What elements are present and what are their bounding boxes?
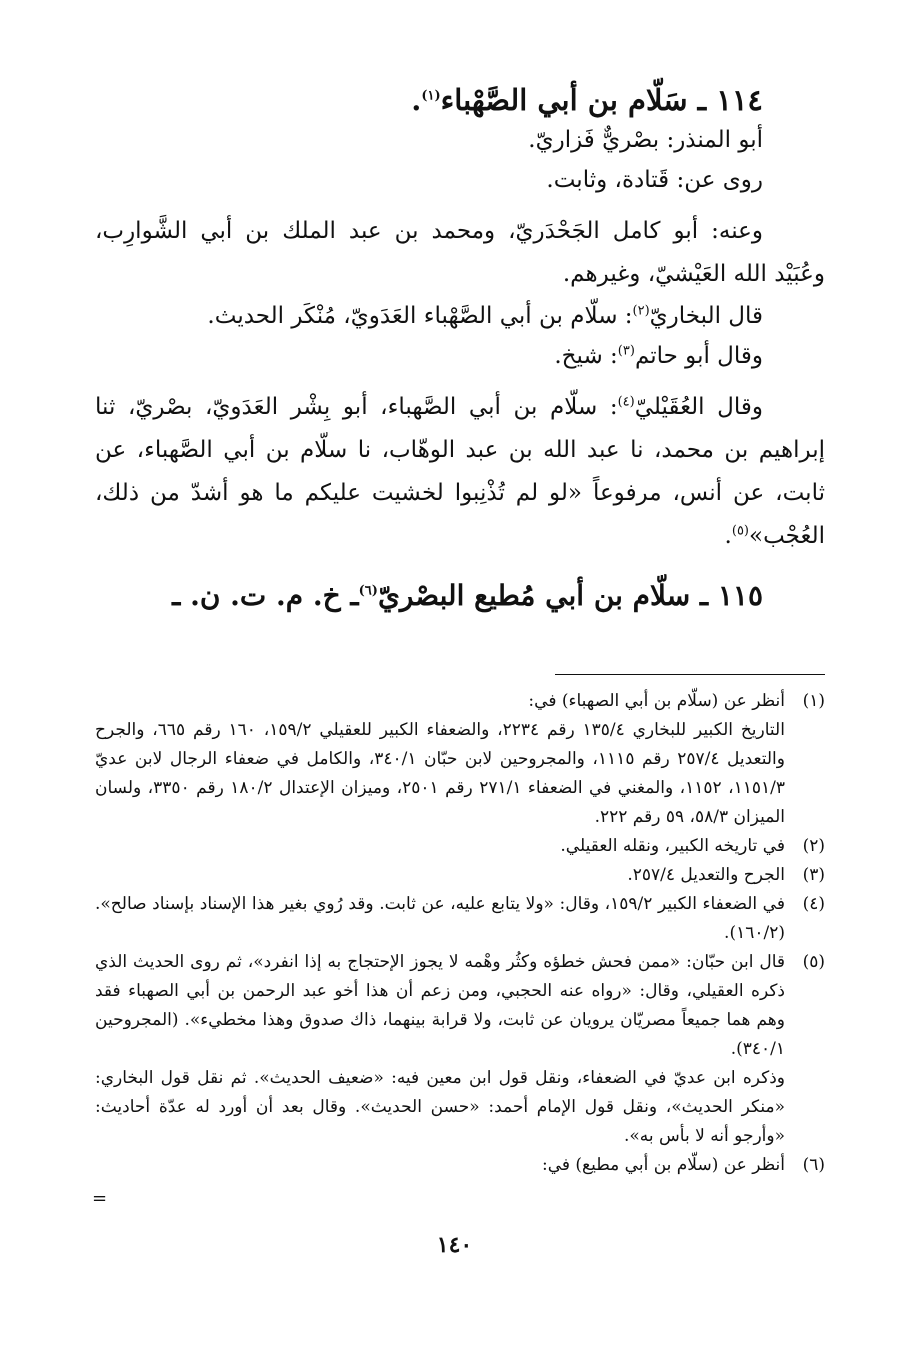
- uqayli-paragraph: [95, 386, 825, 558]
- narrated-from-line: روى عن: قَتادة، وثابت.: [546, 167, 763, 193]
- footnote-1: [95, 687, 825, 832]
- footnote-ref-6[interactable]: (٦): [358, 583, 378, 599]
- abuhatim-label: وقال أبو حاتم: [634, 343, 763, 369]
- continuation-mark: =: [92, 1188, 108, 1209]
- footnote-6: [95, 1151, 825, 1180]
- entry-115-title-text: ١١٥ ـ سلّام بن أبي مُطيع البصْريّ: [377, 579, 763, 612]
- footnote-number: (٤): [802, 894, 825, 914]
- footnote-number: (٦): [802, 1155, 825, 1175]
- footnote-ref-4[interactable]: (٤): [617, 394, 635, 410]
- footnote-separator: [555, 674, 825, 675]
- abuhatim-text: : شيخ.: [554, 343, 618, 369]
- uqayli-label: وقال العُقَيْليّ: [634, 394, 763, 420]
- footnotes: [95, 687, 825, 1180]
- footnote-5: [95, 948, 825, 1064]
- students-paragraph: وعنه: أبو كامل الجَحْدَريّ، ومحمد بن عبد الملك بن أبي الشَّوارِب، وعُبَيْد الله العَيْشيّ، وغيرهم.: [95, 218, 825, 287]
- page-body: [95, 80, 825, 1180]
- footnote-number: (٣): [802, 865, 825, 885]
- entry-114-title-text: ١١٤ ـ سَلّام بن أبي الصَّهْباء: [440, 83, 763, 117]
- entry-115-title: [95, 576, 825, 616]
- bukhari-line: [95, 296, 825, 336]
- footnote-ref-2[interactable]: (٢): [632, 303, 650, 319]
- page-number: ١٤٠: [436, 1232, 473, 1258]
- uqayli-text: : سلّام بن أبي الصَّهباء، أبو بِشْر العَدَويّ، بصْريّ، ثنا إبراهيم بن محمد، نا عبد الله بن عبد الوهّاب، نا سلّام بن أبي الصَّهباء، عن ثابت، عن أنس، مرفوعاً «لو لم تُذْنِبوا لخشيت عليكم ما هو أشدّ من ذلك، العُجْب»: [95, 394, 825, 549]
- footnote-line: أنظر عن (سلّام بن أبي الصهباء) في:: [528, 691, 785, 711]
- footnote-ref-1[interactable]: (١): [421, 88, 441, 104]
- footnote-ref-5[interactable]: (٥): [731, 523, 749, 539]
- footnote-3: [95, 861, 825, 890]
- footnote-line: الجرح والتعديل ٢٥٧/٤.: [627, 865, 785, 885]
- footnote-ref-3[interactable]: (٣): [617, 343, 635, 359]
- footnote-line: قال ابن حبّان: «ممن فحش خطؤه وكثُر وهْمه لا يجوز الإحتجاج به إذا انفرد»، ثم روى الحديث الذي ذكره العقيلي، وقال: «رواه عنه الحجبي، ومن زعم أن هذا أخو عبد الرحمن بن أبي الصهباء فقد وهم هما جميعاً مصريّان يرويان عن ثابت، ولا قرابة بينهما، ذاك صدوق وهذا مخطيء». (المجروحين ٣٤٠/١).: [95, 952, 785, 1059]
- footnote-number: (٢): [802, 836, 825, 856]
- footnote-line: في الضعفاء الكبير ١٥٩/٢، وقال: «ولا يتابع عليه، عن ثابت. وقد رُوي بغير هذا الإسناد بإسناد صالح». (١٦٠/٢).: [95, 894, 785, 943]
- footnote-2: [95, 832, 825, 861]
- footnote-line: التاريخ الكبير للبخاري ١٣٥/٤ رقم ٢٢٣٤، والضعفاء الكبير للعقيلي ١٥٩/٢، ١٦٠ رقم ٦٦٥، والجرح والتعديل ٢٥٧/٤ رقم ١١١٥، والمجروحين لابن حبّان ٣٤٠/١، والكامل في ضعفاء الرجال لابن عديّ ١١٥١/٣، ١١٥٢، والمغني في الضعفاء ٢٧١/١ رقم ٢٥٠١، وميزان الإعتدال ١٨٠/٢ رقم ٣٣٥٠، ولسان الميزان ٥٨/٣، ٥٩ رقم ٢٢٢.: [95, 720, 786, 827]
- abuhatim-line: [95, 336, 825, 376]
- kunya-line: أبو المنذر: بصْريٌّ فَزاريّ.: [528, 127, 763, 153]
- footnote-number: (٥): [802, 952, 825, 972]
- footnote-line: في تاريخه الكبير، ونقله العقيلي.: [560, 836, 785, 856]
- footnote-4: [95, 890, 825, 948]
- entry-115-symbols: ـ خ. م. ت. ن. ـ: [172, 579, 359, 612]
- bukhari-label: قال البخاريّ: [649, 303, 763, 329]
- footnote-5-continuation: وذكره ابن عديّ في الضعفاء، ونقل قول ابن معين فيه: «ضعيف الحديث». ثم نقل قول البخاري: «منكر الحديث»، ونقل قول الإمام أحمد: «حسن الحديث». وقال بعد أن أورد له عدّة أحاديث: «وأرجو أنه لا بأس به».: [95, 1068, 785, 1146]
- entry-114-title: ١١٤ ـ سَلّام بن أبي الصَّهْباء$^{(١)}$.: [411, 83, 763, 117]
- uqayli-end: .: [724, 523, 732, 549]
- bukhari-text: : سلّام بن أبي الصَّهْباء العَدَويّ، مُنْكَر الحديث.: [207, 303, 633, 329]
- footnote-line: أنظر عن (سلّام بن أبي مطيع) في:: [541, 1155, 785, 1175]
- footnote-number: (١): [802, 691, 825, 711]
